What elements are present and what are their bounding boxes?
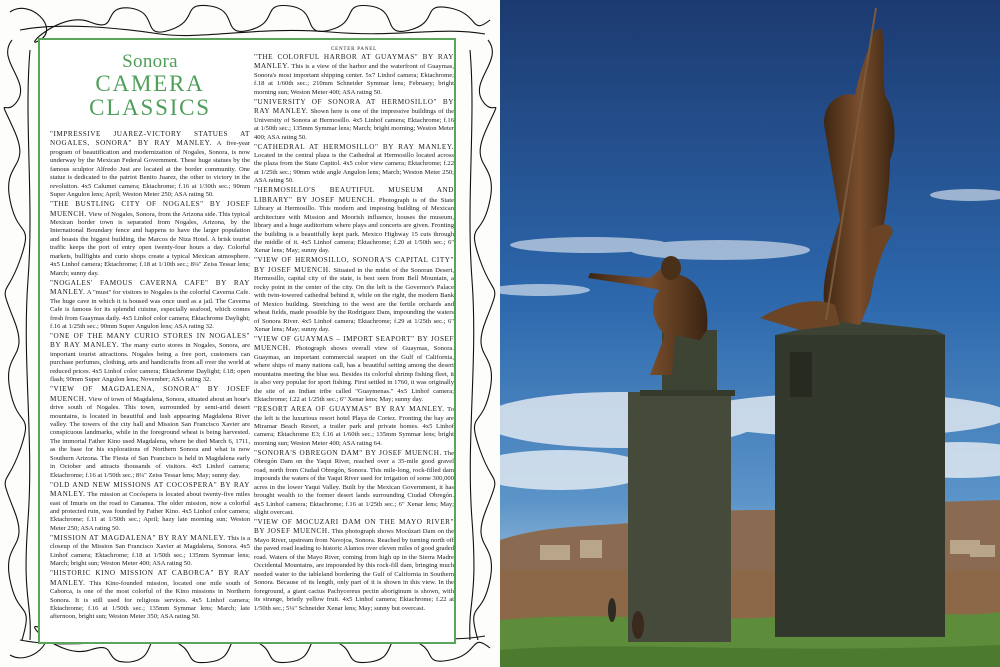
statues-photograph — [500, 0, 1000, 667]
caption-entry: "RESORT AREA OF GUAYMAS" BY RAY MANLEY. To the left is the luxurious resort hotel Playa de Cortez. Fronting the bay are Miramar Beach Resort, a trailer park and private homes. 4x5 Linhof camera; Ektachrome E3; f.16 at 1/60th sec.; 135mm Symmar lens; bright morning sun; Weston Meter 400; ASA rating 64. — [254, 405, 454, 447]
caption-entry: "VIEW OF MOCUZARI DAM ON THE MAYO RIVER" BY JOSEF MUENCH. This photograph shows Mocúzari Dam on the Mayo River, upstream from Navojoa, Sonora. Reached by turning north off the paved road leading to historic Alamos over eleven miles of good graded road. Waters of the Mayo River, coming from high up in the Sierra Madre Occidental Mountains, are impounded by this rock-fill dam, bringing much needed water to the tableland bordering the Gulf of California in Southern Sonora. Because of its length, only part of it is shown in this view. In the foreground, a giant cactus Pachycereus pectin aboriginum is shown, with its strange, bristly yellow fruit. 4x5 Linhof camera; Ektachrome; f.22 at 1/50th sec.; 5¼" Schneider Xenar lens; May; sunny but overcast. — [254, 518, 454, 612]
caption-entry: "HERMOSILLO'S BEAUTIFUL MUSEUM AND LIBRARY" BY JOSEF MUENCH. Photograph is of the State Library at Hermosillo. This modern and imposing building of Mexican architecture with Mission and Moorish influence, houses the museum, library and a huge auditorium where plays and concerts are given. Fronting the building is a beautifully kept park. Mexico Highway 15 cuts through the middle of it. 4x5 Linhof camera; Ektachrome; f.20 at 1/50th sec.; 6" Xenar lens; May; sunny day. — [254, 186, 454, 255]
caption-entry: "NOGALES' FAMOUS CAVERNA CAFE" BY RAY MANLEY. A "must" for visitors to Nogales is the colorful Caverna Cafe. The huge cave in which it is housed was once used as a jail. The Caverna Cafe is famous for its splendid cuisine, especially seafood, which comes fresh from Guaymas daily. 4x5 Linhof color camera; Ektachrome Daylight; f.16 at 1/25th sec.; 90mm Super Angulon lens; ASA rating 32. — [50, 278, 250, 330]
caption-entry: "CATHEDRAL AT HERMOSILLO" BY RAY MANLEY. Located in the central plaza is the Cathedral at Hermosillo located across the plaza from the State Capitol. 4x5 color view camera; Ektachrome; f.22 at 1/25th sec.; 90mm wide angle Angulon lens; March; Weston Meter 250; ASA rating 50. — [254, 142, 454, 185]
title-sonora: Sonora — [122, 51, 178, 72]
caption-entry: "VIEW OF GUAYMAS – IMPORT SEAPORT" BY JOSEF MUENCH. Photograph shows overall view of Guaymas, Sonora. Guaymas, an important commercial seaport on the Gulf of California, where ships of many nations call, has a beautiful setting among the desert mountains meeting the blue sea. Besides its colorful shrimp fishing fleet, it is also very popular for sport fishing. First settled in 1760, it was originally the site of an Indian tribe called "Guaymenas." 4x5 Linhof camera; Ektachrome; f.22 at 1/25th sec.; 6" Xenar lens; May; sunny day. — [254, 335, 454, 404]
caption-entry: "ONE OF THE MANY CURIO STORES IN NOGALES" BY RAY MANLEY. The many curio stores in Nogales, Sonora, are important tourist attractions. Nogales being a free port, customers can purchase perfumes, clothing, arts and handicrafts from all over the world at reduced prices. 4x5 Linhof color camera; Ektachrome Daylight; f.18; open flash; 90mm Super Angulon lens; November; ASA rating 32. — [50, 331, 250, 384]
caption-entry: "IMPRESSIVE JUAREZ-VICTORY STATUES AT NOGALES, SONORA" BY RAY MANLEY. A five-year program of beautification and modernization of Nogales, Sonora, is now underway by the Mexican Federal Government. These huge statues by the famous sculptor Alfredo Just are located at the border community. One statue is dedicated to the patriot Benito Juarez, the other to victory in the revolution. 4x5 Calumet camera; Ektachrome; f.16 at 1/30th sec.; 90mm Super Angulon lens; April; Weston Meter 250; ASA rating 50. — [50, 130, 250, 199]
caption-entry: "UNIVERSITY OF SONORA AT HERMOSILLO" BY RAY MANLEY. Shown here is one of the impressive buildings of the University of Sonora at Hermosillo. 4x5 Linhof camera; Ektachrome; f.16 at 1/50th sec.; 135mm Symmar lens; March; bright morning; Weston Meter 400; ASA rating 50. — [254, 97, 454, 141]
caption-entry: "THE COLORFUL HARBOR AT GUAYMAS" BY RAY MANLEY. This is a view of the harbor and the waterfront of Guaymas, Sonora's most important shipping center. 5x7 Linhof camera; Ektachrome; f.18 at 1/60th sec.; 210mm Schneider Symmar lens; February; bright morning sun; Weston Meter 400; ASA rating 50. — [254, 53, 454, 96]
caption-entry: "VIEW OF MAGDALENA, SONORA" BY JOSEF MUENCH. View of town of Magdalena, Sonora, situated about an hour's drive south of Nogales. This town, surrounded by semi-arid desert mountains, is located in beautiful and lush appearing Magdalena River valley. The towers of the city hall and Mission San Francisco Xavier are conspicuous landmarks, while in the foreground wheat is being harvested. The immortal Father Kino used Magdalena, where he died March 6, 1711, as the base for his explorations of Northern Sonora and what is now Southern Arizona. The Fiesta of San Francisco is held in Magdalena early in October and attracts thousands of visitors. 4x5 Linhof camera; Ektachrome; f.16 at 1/50th sec.; 8¼" Zeiss Tessar lens; May; sunny day. — [50, 385, 250, 479]
photo-illustration — [500, 0, 1000, 667]
title-block — [50, 52, 250, 120]
right-column — [254, 46, 454, 614]
caption-entry: "HISTORIC KINO MISSION AT CABORCA" BY RAY MANLEY. This Kino-founded mission, located one mile south of Caborca, is one of the most colorful of the Kino missions in Northern Sonora. It is still used for religious services. 4x5 Linhof camera; Ektachrome; f.16 at 1/50th sec.; 135mm Symmar lens; March; late afternoon, bright sun; Weston Meter 350; ASA rating 50. — [50, 569, 250, 621]
title-camera-classics: CAMERA CLASSICS — [89, 71, 211, 120]
center-panel-label: CENTER PANEL — [331, 47, 377, 52]
caption-entry: "THE BUSTLING CITY OF NOGALES" BY JOSEF MUENCH. View of Nogales, Sonora, from the Arizona side. This typical Mexican border town is separated from Nogales, Arizona, by the International Boundary fence and happens to have the larger population and boasts the biggest building, the Marcos de Niza Hotel. A brisk tourist traffic keeps the port of entry open twenty-four hours a day. Colorful markets, bullfights and curio shops create a typical Mexican atmosphere. 4x5 Linhof camera; Ektachrome; f.18 at 1/10th sec.; 8¼" Zeiss Tessar lens; March; sunny day. — [50, 200, 250, 277]
caption-entry: "OLD AND NEW MISSIONS AT COCOSPERA" BY RAY MANLEY. The mission at Cocóspera is located about twenty-five miles east of Imuris on the road to Cananea. The older mission, now a colorful and protected ruin, was founded by Father Kino. 4x5 Linhof color camera; Ektachrome; f.11 at 1/50th sec.; April; hazy late morning sun; Weston Meter 250; ASA rating 50. — [50, 480, 250, 532]
caption-entry: "MISSION AT MAGDALENA" BY RAY MANLEY. This is a closeup of the Mission San Francisco Xavier at Magdalena, Sonora. 4x5 Linhof camera; Ektachrome; f.18 at 1/50th sec.; 135mm Symmar lens; March; bright sun; Weston Meter 400; ASA rating 50. — [50, 533, 251, 568]
left-column — [50, 52, 250, 622]
caption-entry: "SONORA'S OBREGON DAM" BY JOSEF MUENCH. The Obregón Dam on the Yaqui River, reached over a 35-mile good gravel road, north from Ciudad Obregón, Sonora. This mile-long, rock-filled dam impounds the waters of the Yaqui River used for irrigation of some 300,000 acres in the lower Yaqui Valley. Built by the Mexican Government, it has brought wealth to the former desert lands surrounding Ciudad Obregón. 4x5 Linhof camera; Ektachrome; f.16 at 1/25th sec.; 6" Xenar lens; May; slight overcast. — [254, 448, 454, 517]
text-frame — [38, 38, 456, 644]
caption-entry: "VIEW OF HERMOSILLO, SONORA'S CAPITAL CITY" BY JOSEF MUENCH. Situated in the midst of the Sonoran Desert, Hermosillo, capital city of the state, is best seen from Bell Mountain, a rocky point in the center of the city. On the left is the Governor's Palace with twin-towered cathedral behind it, while on the right, the modern Bank of Mexico building. Stretching to the west are the fertile orchards and wheat fields, made possible by the Rodriguez Dam, impounding the waters of Sonora River. 4x5 Linhof camera; Ektachrome; f.29 at 1/25th sec.; 6" Xenar lens; May; sunny day. — [254, 256, 454, 334]
